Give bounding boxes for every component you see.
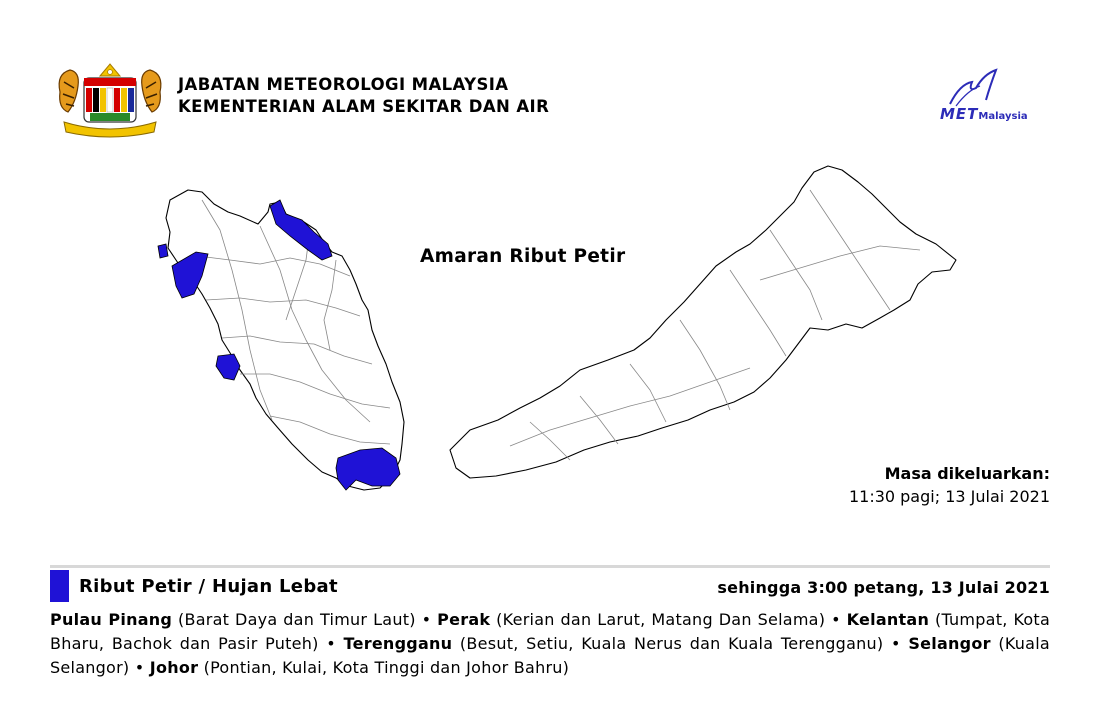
area-separator: • (134, 658, 145, 677)
area-state: Terengganu (343, 634, 453, 653)
warning-area-penang (158, 244, 168, 258)
legend (50, 568, 1050, 604)
area-detail: (Pontian, Kulai, Kota Tinggi dan Johor Bahru) (203, 658, 570, 677)
affected-areas (50, 608, 1050, 680)
agency-line2: KEMENTERIAN ALAM SEKITAR DAN AIR (178, 97, 550, 116)
area-detail: (Kuala Selangor) (50, 634, 1050, 677)
area-separator: • (326, 634, 336, 653)
met-malaysia-logo (930, 64, 1050, 124)
legend-valid-until: sehingga 3:00 petang, 13 Julai 2021 (717, 578, 1050, 597)
area-detail: (Besut, Setiu, Kuala Nerus dan Kuala Terengganu) (459, 634, 884, 653)
borneo-map (450, 166, 956, 478)
legend-swatch (50, 570, 69, 602)
area-separator: • (421, 610, 432, 629)
area-detail: (Tumpat, Kota Bharu, Bachok dan Pasir Puteh) (50, 610, 1050, 653)
coat-of-arms-logo (50, 62, 170, 140)
met-logo-sub: Malaysia (978, 111, 1028, 122)
area-separator: • (831, 610, 841, 629)
area-state: Johor (149, 658, 199, 677)
area-state: Pulau Pinang (50, 610, 173, 629)
issued-time (849, 462, 1050, 508)
sarawak-sabah-outline (450, 166, 956, 478)
area-separator: • (891, 634, 901, 653)
area-state: Selangor (908, 634, 991, 653)
peninsular-malaysia-map (166, 190, 404, 490)
map-title: Amaran Ribut Petir (420, 246, 626, 267)
area-detail: (Barat Daya dan Timur Laut) (177, 610, 416, 629)
agency-name (178, 74, 549, 118)
met-logo-main: MET (940, 105, 979, 123)
issued-label: Masa dikeluarkan: (884, 464, 1050, 483)
header (50, 52, 1050, 142)
area-detail: (Kerian dan Larut, Matang Dan Selama) (496, 610, 826, 629)
area-state: Perak (437, 610, 491, 629)
legend-label: Ribut Petir / Hujan Lebat (79, 576, 338, 597)
agency-line1: JABATAN METEOROLOGI MALAYSIA (178, 75, 509, 94)
issued-time-value: 11:30 pagi; 13 Julai 2021 (848, 487, 1050, 506)
area-state: Kelantan (846, 610, 930, 629)
peninsula-outline (166, 190, 404, 490)
